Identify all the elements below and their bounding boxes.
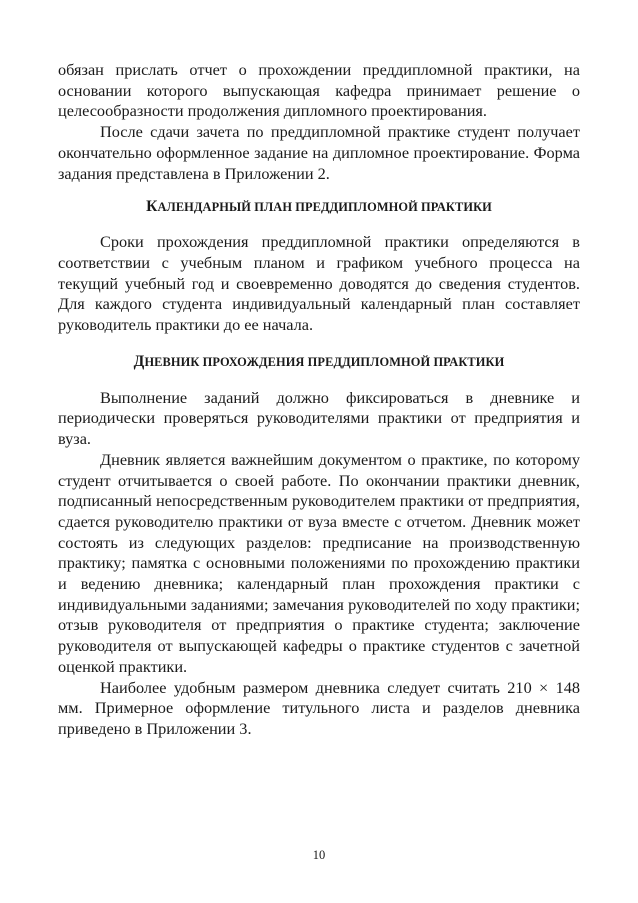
paragraph-final-assignment: После сдачи зачета по преддипломной практике студент получает окончательно оформленное задание на дипломное проектирование. Форма задания представлена в Приложении 2.: [58, 122, 580, 183]
paragraph-practice-terms: Сроки прохождения преддипломной практики определяются в соответствии с учебным планом и графиком учебного процесса на текущий учебный год и своевременно доводятся до сведения студентов. Для каждого студента индивидуальный календарный план составляет руководитель практики до ее начала.: [58, 232, 580, 335]
page-content: [58, 60, 580, 740]
paragraph-report-obligation: обязан прислать отчет о прохождении преддипломной практики, на основании которого выпускающая кафедра принимает решение о целесообразности продолжения дипломного проектирования.: [58, 60, 580, 121]
paragraph-diary-contents: Дневник является важнейшим документом о практике, по которому студент отчитывается о своей работе. По окончании практики дневник, подписанный непосредственным руководителем практики от предприятия, сдается руководителю практики от вуза вместе с отчетом. Дневник может состоять из следующих разделов: предписание на производственную практику; памятка с основными положениями по прохождению практики и ведению дневника; календарный план прохождения практики с индивидуальными заданиями; замечания руководителей по ходу практики; отзыв руководителя от предприятия о практике студента; заключение руководителя от выпускающей кафедры о практике студентов с зачетной оценкой практики.: [58, 449, 580, 676]
paragraph-diary-recording: Выполнение заданий должно фиксироваться в дневнике и периодически проверяться руководителями практики от предприятия и вуза.: [58, 387, 580, 449]
heading-calendar-plan-rest: АЛЕНДАРНЫЙ ПЛАН ПРЕДДИПЛОМНОЙ ПРАКТИКИ: [157, 200, 492, 215]
heading-practice-diary: [58, 354, 580, 370]
heading-calendar-plan-initial: К: [146, 198, 158, 216]
heading-practice-diary-initial: Д: [133, 352, 145, 370]
paragraph-diary-size: Наиболее удобным размером дневника следует считать 210 × 148 мм. Примерное оформление титульного листа и разделов дневника приведено в Приложении 3.: [58, 677, 580, 738]
page-number: 10: [312, 848, 326, 862]
heading-calendar-plan: [58, 199, 580, 215]
heading-practice-diary-rest: НЕВНИК ПРОХОЖДЕНИЯ ПРЕДДИПЛОМНОЙ ПРАКТИКИ: [144, 354, 505, 369]
